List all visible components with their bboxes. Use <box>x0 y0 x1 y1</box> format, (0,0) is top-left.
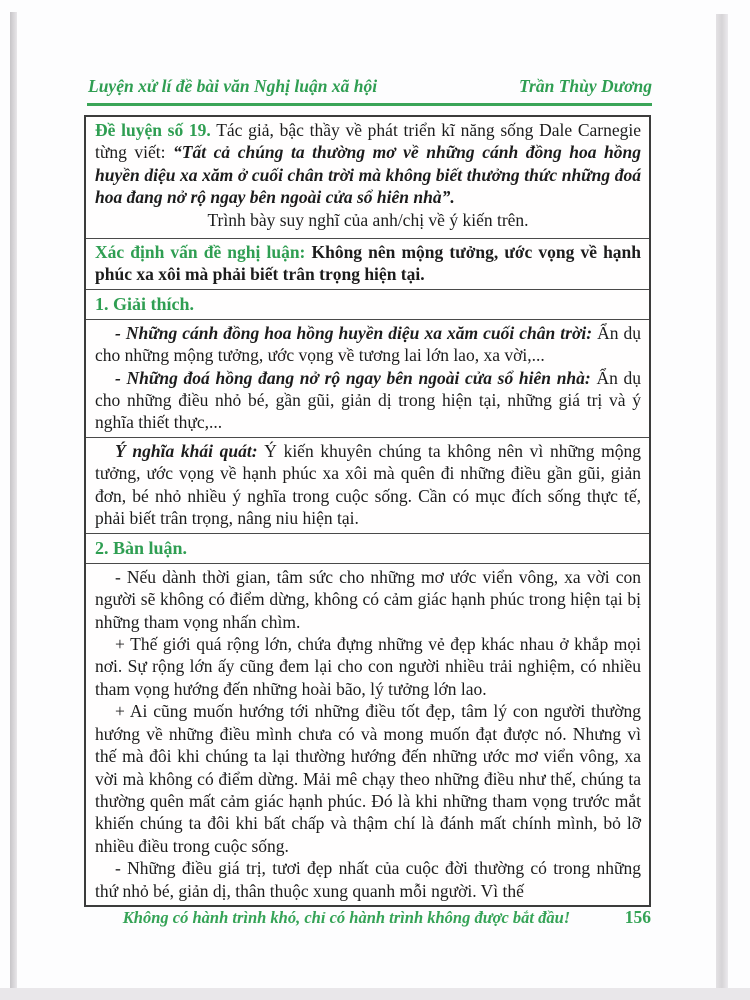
exercise-paragraph <box>95 119 641 209</box>
exercise-task: Trình bày suy nghĩ của anh/chị về ý kiến trên. <box>207 209 529 230</box>
discussion-paragraph-1: - Nếu dành thời gian, tâm sức cho những mơ ước viển vông, xa vời con người sẽ không có điểm dừng, không có cảm giác hạnh phúc trong hiện tại bị những tham vọng nhấn chìm. <box>95 566 641 632</box>
explanation-row <box>86 319 649 437</box>
exercise-quote: “Tất cả chúng ta thường mơ về những cánh đồng hoa hồng huyền diệu xa xăm ở cuối chân trời mà không biết thưởng thức những đoá hoa đang nở rộ ngay bên ngoài cửa sổ hiên nhà”. <box>95 142 642 208</box>
section1-heading: 1. Giải thích. <box>95 293 195 314</box>
discussion-paragraph-3: + Ai cũng muốn hướng tới những điều tốt đẹp, tâm lý con người thường hướng về những điều mình chưa có và mong muốn đạt được nó. Nhưng vì thế mà đôi khi chúng ta lại thường hướng đến những ước mơ viển vông, xa vời mà không có điểm dừng. Mải mê chạy theo những điều như thế, chúng ta thường quên mất cảm giác hạnh phúc. Đó là khi những tham vọng trước mắt khiến chúng ta đôi khi bất chấp và thậm chí là đánh mất chính mình, bỏ lỡ nhiều điều trong cuộc sống. <box>95 701 641 856</box>
discussion-row <box>86 563 649 905</box>
explanation-item-2 <box>95 367 641 434</box>
problem-paragraph <box>95 241 641 286</box>
explanation-item-2-text: Ẩn dụ cho những điều nhỏ bé, gần gũi, giản dị trong hiện tại, những giá trị và ý nghĩa thiết thực,... <box>95 367 642 433</box>
explanation-item-2-term: - Những đoá hồng đang nở rộ ngay bên ngoài cửa sổ hiên nhà: <box>115 367 591 388</box>
summary-paragraph <box>95 440 641 530</box>
footer-motto: Không có hành trình khó, chỉ có hành trình không được bắt đầu! <box>122 908 571 927</box>
discussion-paragraph-4: - Những điều giá trị, tươi đẹp nhất của cuộc đời thường có trong những thứ nhỏ bé, giản dị, thân thuộc xung quanh mỗi người. Vì thế <box>95 858 641 901</box>
explanation-item-1-text: Ẩn dụ cho những mộng tưởng, ước vọng về tương lai lớn lao, xa vời,... <box>95 322 642 366</box>
section2-heading: 2. Bàn luận. <box>95 537 188 558</box>
explanation-item-1 <box>95 322 641 367</box>
explanation-item-1-term: - Những cánh đồng hoa hồng huyền diệu xa xăm cuối chân trời: <box>115 322 593 343</box>
footer-page-number: 156 <box>624 907 651 927</box>
exercise-label: Đề luyện số 19. <box>95 120 211 140</box>
problem-row <box>86 238 649 289</box>
summary-text: Ý kiến khuyên chúng ta không nên vì những mộng tưởng, ước vọng về hạnh phúc xa xôi mà quên đi những điều gần gũi, giản đơn, bé nhỏ nhiều ý nghĩa trong cuộc sống. Cần có mục đích sống thực tế, phải biết trân trọng, nâng niu hiện tại. <box>95 440 641 529</box>
exercise-intro: Tác giả, bậc thầy về phát triển kĩ năng sống Dale Carnegie từng viết: <box>95 120 642 163</box>
running-footer <box>84 907 651 928</box>
worksheet-table <box>84 115 651 907</box>
header-rule <box>87 103 652 106</box>
photo-edge-right <box>716 14 728 990</box>
running-header-author: Trần Thùy Dương <box>518 76 652 96</box>
section1-row <box>86 289 649 319</box>
problem-label: Xác định vấn đề nghị luận: <box>95 242 306 262</box>
photo-edge-bottom <box>0 988 750 1000</box>
summary-label: Ý nghĩa khái quát: <box>115 440 258 461</box>
exercise-row <box>86 117 649 238</box>
running-header-title: Luyện xử lí đề bài văn Nghị luận xã hội <box>88 76 378 96</box>
problem-text: Không nên mộng tưởng, ước vọng về hạnh phúc xa xôi mà phải biết trân trọng hiện tại. <box>95 242 642 285</box>
section2-row <box>86 533 649 563</box>
discussion-paragraph-2: + Thế giới quá rộng lớn, chứa đựng những vẻ đẹp khác nhau ở khắp mọi nơi. Sự rộng lớn ấy cũng đem lại cho con người nhiều trải nghiệm, có nhiều tham vọng hướng đến những hoài bão, lý tưởng lớn lao. <box>95 634 641 699</box>
photo-edge-left <box>10 12 17 1000</box>
summary-row <box>86 437 649 533</box>
running-header <box>88 76 652 97</box>
